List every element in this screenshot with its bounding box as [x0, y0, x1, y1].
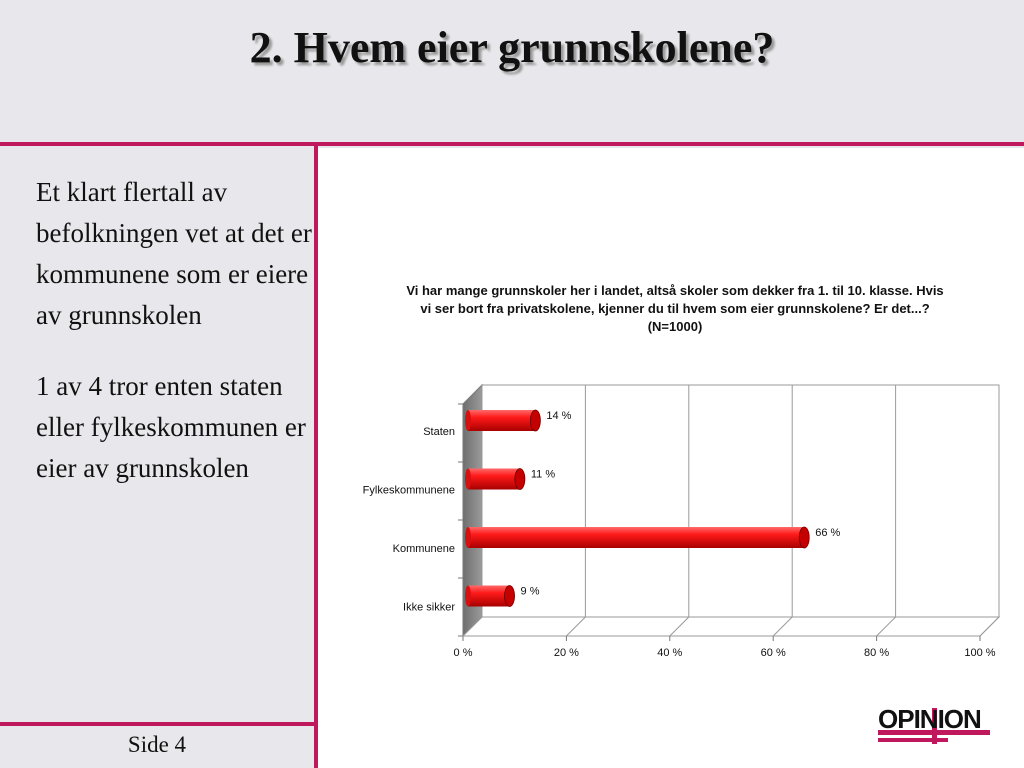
x-tick-label: 40 % [657, 647, 683, 659]
x-tick-label: 20 % [553, 647, 579, 659]
category-label: Ikke sikker [403, 601, 455, 614]
x-tick-label: 60 % [760, 647, 786, 659]
bar-end-cap [799, 527, 809, 548]
bar-start-cap [465, 410, 471, 431]
x-tick-label: 80 % [864, 647, 890, 659]
bar-start-cap [465, 586, 471, 607]
bar-body [468, 410, 535, 431]
summary-paragraph-1: Et klart flertall av befolkningen vet at det er kommunene som er eiere av grunnskolen [36, 177, 312, 330]
bar-end-cap [515, 469, 525, 490]
slide-title: 2. Hvem eier grunnskolene? [249, 23, 775, 72]
data-label: 66 % [815, 527, 841, 539]
opinion-logo [876, 700, 996, 753]
category-label: Fylkeskommunene [362, 484, 455, 497]
bar-start-cap [465, 527, 471, 548]
bar-body [468, 527, 804, 548]
plot-floor [463, 617, 999, 636]
bar-staten [465, 410, 540, 431]
bar-ikke-sikker [465, 586, 515, 607]
logo-wordmark: OPINION [878, 704, 981, 734]
bar-fylkeskommunene [465, 469, 525, 490]
opinion-logo-graphic [876, 700, 996, 748]
x-tick-label: 0 % [453, 647, 473, 659]
category-label: Staten [423, 426, 455, 438]
bar-end-cap [505, 586, 515, 607]
summary-paragraph-2: 1 av 4 tror enten staten eller fylkeskommunen er eier av grunnskolen [36, 371, 306, 483]
data-label: 9 % [520, 585, 540, 598]
chart-title: Vi har mange grunnskoler her i landet, altså skoler som dekker fra 1. til 10. klasse. Hvis vi ser bort fra privatskolene, kjenner du til hvem som eier grunnskolene? Er det...? (N=1000) [406, 283, 944, 334]
category-label: Kommunene [392, 543, 455, 555]
data-label: 14 % [546, 410, 572, 422]
bar-kommunene [465, 527, 809, 548]
data-label: 11 % [530, 468, 556, 481]
bar-end-cap [530, 410, 540, 431]
bar-body [468, 469, 520, 490]
x-tick-label: 100 % [964, 647, 996, 659]
bar-body [468, 586, 510, 607]
bar-start-cap [465, 469, 471, 490]
page-number: Side 4 [127, 732, 187, 757]
